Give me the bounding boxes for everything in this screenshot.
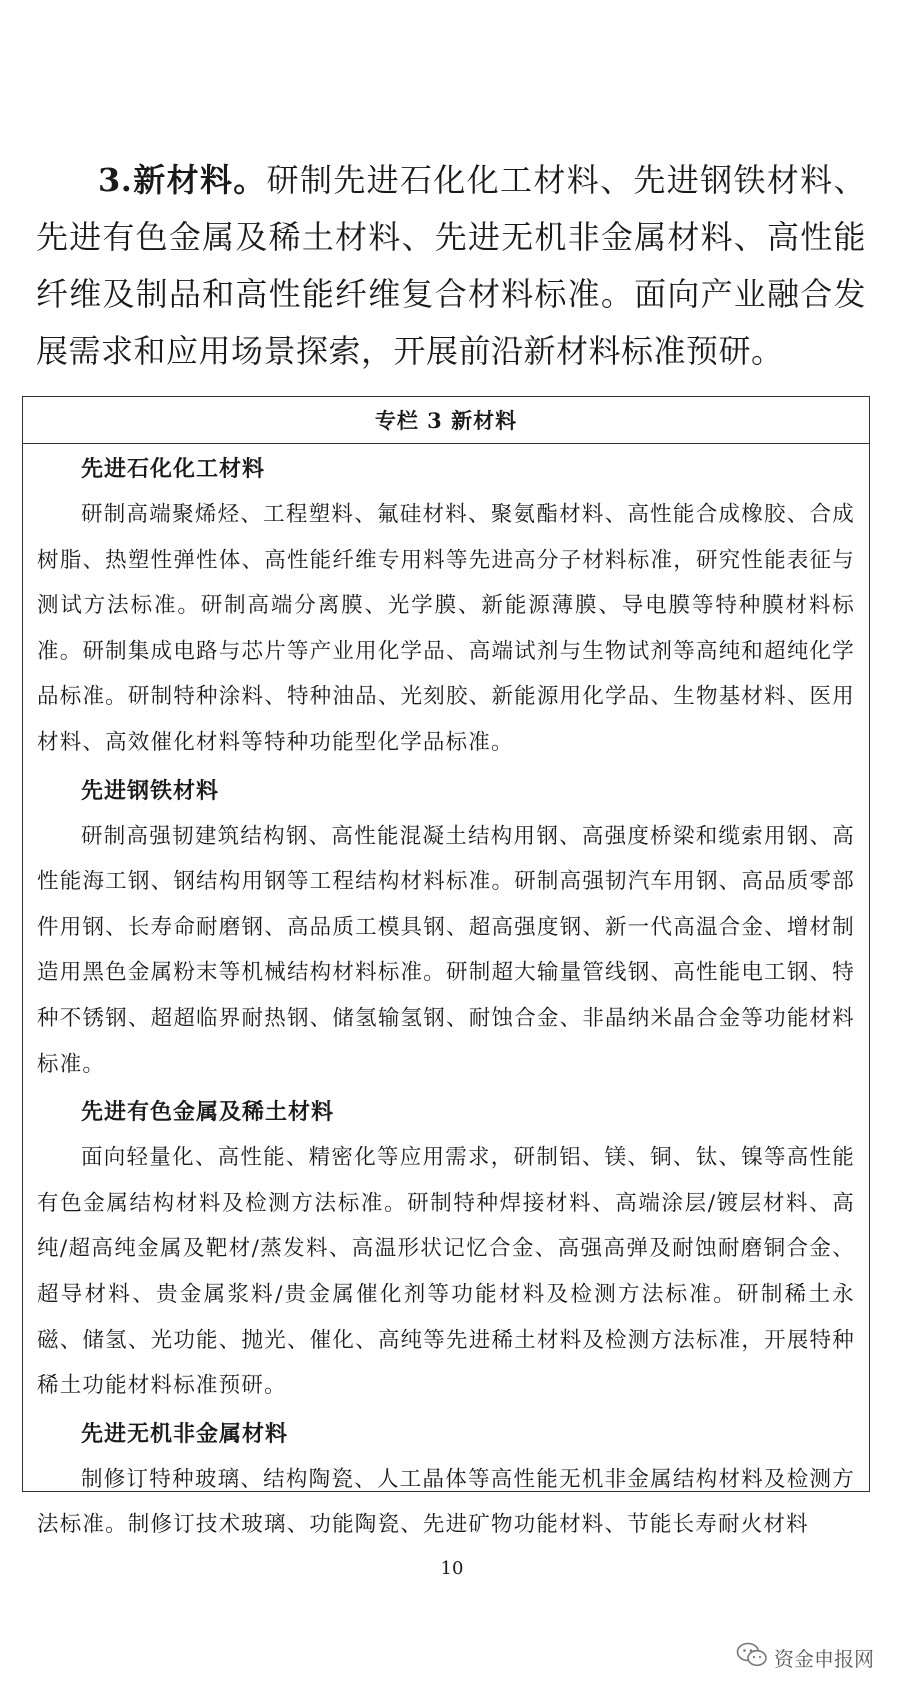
section-text-nonferrous: 面向轻量化、高性能、精密化等应用需求，研制铝、镁、铜、钛、镍等高性能有色金属结构材料及检测方法标准。研制特种焊接材料、高端涂层/镀层材料、高纯/超高纯金属及靶材/蒸发料、高温形状记忆合金、高强高弹及耐蚀耐磨铜合金、超导材料、贵金属浆料/贵金属催化剂等功能材料及检测方法标准。研制稀土永磁、储氢、光功能、抛光、催化、高纯等先进稀土材料及检测方法标准，开展特种稀土功能材料标准预研。 xyxy=(37,1145,855,1399)
wechat-icon xyxy=(736,1642,768,1673)
column-box-title: 专栏 3 新材料 xyxy=(23,397,869,444)
section-text-petrochemical: 研制高端聚烯烃、工程塑料、氟硅材料、聚氨酯材料、高性能合成橡胶、合成树脂、热塑性弹性体、高性能纤维专用料等先进高分子材料标准，研究性能表征与测试方法标准。研制高端分离膜、光学膜、新能源薄膜、导电膜等特种膜材料标准。研制集成电路与芯片等产业用化学品、高端试剂与生物试剂等高纯和超纯化学品标准。研制特种涂料、特种油品、光刻胶、新能源用化学品、生物基材料、医用材料、高效催化材料等特种功能型化学品标准。 xyxy=(37,502,855,755)
watermark-text: 资金申报网 xyxy=(774,1647,874,1671)
section-text-steel: 研制高强韧建筑结构钢、高性能混凝土结构用钢、高强度桥梁和缆索用钢、高性能海工钢、钢结构用钢等工程结构材料标准。研制高强韧汽车用钢、高品质零部件用钢、长寿命耐磨钢、高品质工模具钢、超高强度钢、新一代高温合金、增材制造用黑色金属粉末等机械结构材料标准。研制超大输量管线钢、高性能电工钢、特种不锈钢、超超临界耐热钢、储氢输氢钢、耐蚀合金、非晶纳米晶合金等功能材料标准。 xyxy=(37,823,855,1077)
intro-text: 研制先进石化化工材料、先进钢铁材料、先进有色金属及稀土材料、先进无机非金属材料、高性能纤维及制品和高性能纤维复合材料标准。面向产业融合发展需求和应用场景探索，开展前沿新材料标准预研。 xyxy=(36,161,866,370)
watermark xyxy=(736,1642,874,1673)
column-box-body xyxy=(23,444,869,1548)
section-title-petrochemical: 先进石化化工材料 xyxy=(81,456,266,482)
column-box xyxy=(22,396,870,1538)
section-title-steel: 先进钢铁材料 xyxy=(81,777,220,804)
section-text-inorganic: 制修订特种玻璃、结构陶瓷、人工晶体等高性能无机非金属结构材料及检测方法标准。制修订技术玻璃、功能陶瓷、先进矿物功能材料、节能长寿耐火材料 xyxy=(37,1466,855,1538)
intro-paragraph xyxy=(36,152,866,380)
section-title-nonferrous: 先进有色金属及稀土材料 xyxy=(81,1099,335,1126)
intro-lead: 3.新材料。 xyxy=(98,161,267,199)
section-title-inorganic: 先进无机非金属材料 xyxy=(81,1420,289,1447)
page-number: 10 xyxy=(440,1558,464,1579)
